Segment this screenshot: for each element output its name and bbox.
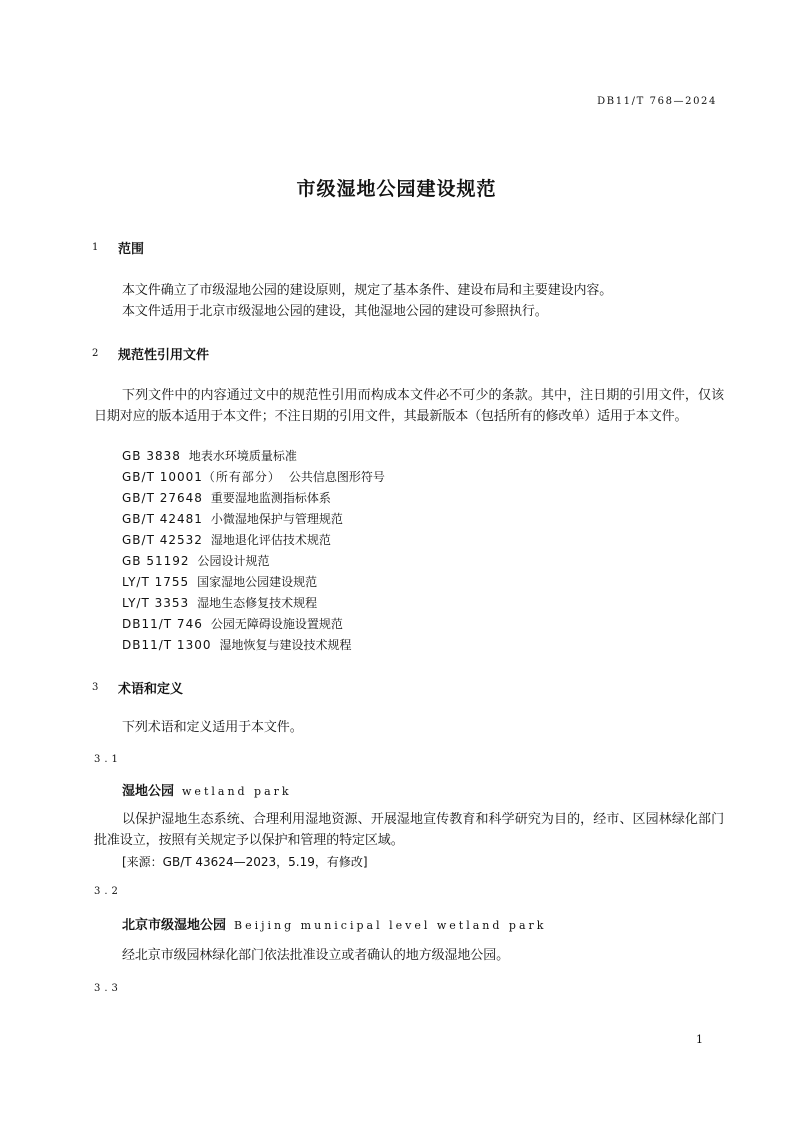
reference-item [122,531,331,548]
reference-item [122,468,385,485]
document-code-header: DB11/T 768—2024 [597,96,717,107]
section-1-title: 范围 [118,242,145,257]
reference-code: GB/T 27648 [122,491,203,505]
reference-code: DB11/T 746 [122,617,203,631]
document-title: 市级湿地公园建设规范 [296,178,497,200]
term-3-1-definition: 以保护湿地生态系统、合理利用湿地资源、开展湿地宣传教育和科学研究为目的，经市、区园林绿化部门批准设立，按照有关规定予以保护和管理的特定区域。 [94,812,724,848]
section-3-title: 术语和定义 [118,682,184,697]
reference-name: 国家湿地公园建设规范 [197,575,318,589]
reference-code: DB11/T 1300 [122,638,212,652]
section-3-number: 3 [92,682,99,693]
reference-item [122,594,317,611]
reference-name: 公园无障碍设施设置规范 [210,617,343,631]
term-3-2-number: 3.2 [94,886,122,897]
reference-item [122,447,297,464]
reference-name: 小微湿地保护与管理规范 [210,512,343,526]
reference-item [122,510,343,527]
reference-code: GB 3838 [122,449,181,463]
terms-intro-paragraph: 下列术语和定义适用于本文件。 [122,720,303,735]
reference-name: 湿地退化评估技术规范 [210,533,331,547]
reference-name: 公共信息图形符号 [288,470,385,484]
term-3-3-number: 3.3 [94,983,122,994]
reference-name: 重要湿地监测指标体系 [210,491,331,505]
term-english: wetland park [182,785,292,798]
scope-paragraph-2: 本文件适用于北京市级湿地公园的建设，其他湿地公园的建设可参照执行。 [122,304,548,319]
reference-code: LY/T 1755 [122,575,190,589]
reference-item [122,636,351,653]
term-chinese: 湿地公园 [122,784,175,799]
scope-paragraph-1: 本文件确立了市级湿地公园的建设原则，规定了基本条件、建设布局和主要建设内容。 [122,283,613,298]
reference-name: 湿地生态修复技术规程 [197,596,318,610]
term-3-1-source: [来源：GB/T 43624—2023，5.19，有修改] [122,855,368,869]
section-2-title: 规范性引用文件 [118,348,210,363]
reference-item [122,615,343,632]
reference-name: 地表水环境质量标准 [188,449,297,463]
page-number: 1 [696,1033,703,1046]
term-3-2-definition: 经北京市级园林绿化部门依法批准设立或者确认的地方级湿地公园。 [122,948,510,963]
reference-code: GB/T 42532 [122,533,203,547]
reference-code: GB/T 42481 [122,512,203,526]
normative-intro-paragraph: 下列文件中的内容通过文中的规范性引用而构成本文件必不可少的条款。其中，注日期的引用文件，仅该日期对应的版本适用于本文件；不注日期的引用文件，其最新版本（包括所有的修改单）适用于本文件。 [94,388,724,424]
section-1-number: 1 [92,242,99,253]
term-3-2-heading [122,914,546,933]
reference-code: GB 51192 [122,554,190,568]
section-2-number: 2 [92,348,99,359]
reference-code: LY/T 3353 [122,596,190,610]
reference-name: 湿地恢复与建设技术规程 [219,638,352,652]
reference-code: GB/T 10001（所有部分） [122,470,281,484]
term-english: Beijing municipal level wetland park [234,919,547,932]
term-chinese: 北京市级湿地公园 [122,918,227,933]
term-3-1-number: 3.1 [94,754,122,765]
reference-item [122,489,331,506]
term-3-1-heading [122,780,292,799]
reference-item [122,573,317,590]
reference-item [122,552,270,569]
reference-name: 公园设计规范 [197,554,270,568]
